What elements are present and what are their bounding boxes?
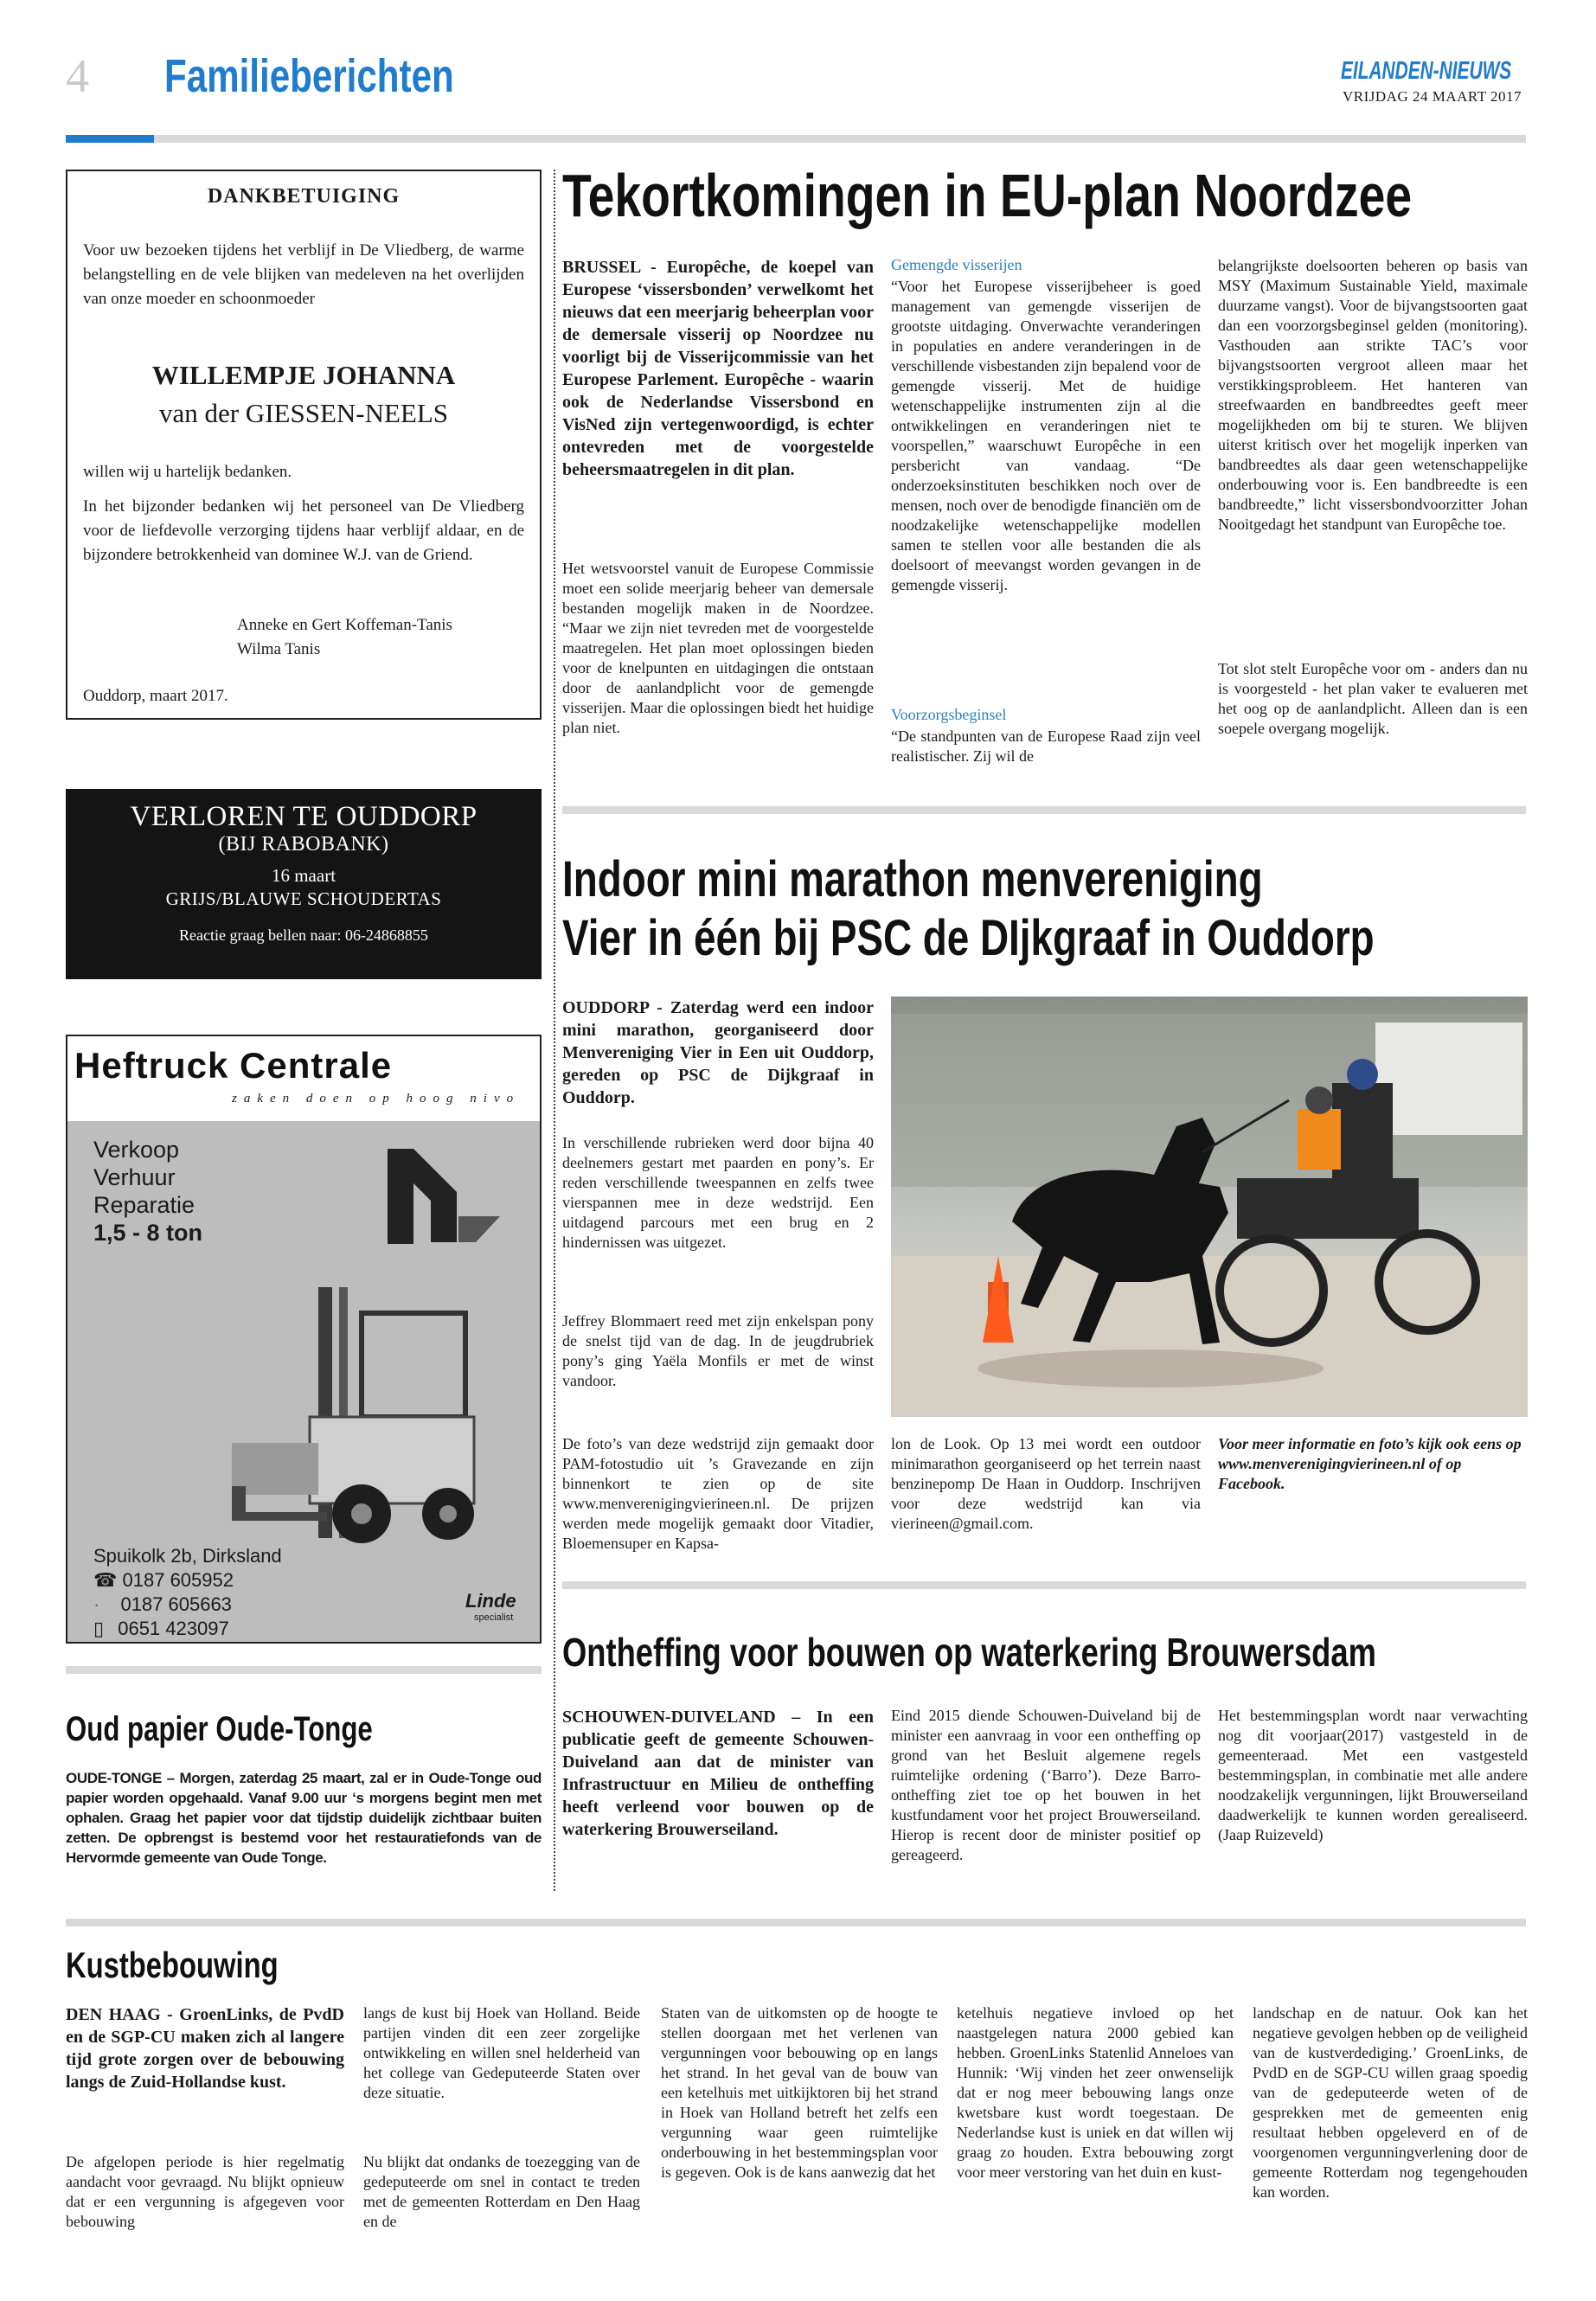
service-capacity: 1,5 - 8 ton xyxy=(93,1220,203,1246)
marathon-p2: Jeffrey Blommaert reed met zijn enkelspan pony de snelst tijd van de dag. In de jeugdrubriek pony’s ging Yaëla Monfils er met de winst vandoor. xyxy=(562,1312,874,1389)
lost-date: 16 maart xyxy=(271,865,337,886)
dank-extra: In het bijzonder bedanken wij het personeel van De Vliedberg voor de liefdevolle verzorging tijdens haar verblijf aldaar, en de bijzondere betrokkenheid van dominee W.J. van de Griend. xyxy=(83,497,524,564)
papier-title: Oud papier Oude-Tonge xyxy=(66,1710,373,1748)
brouwers-p2: Het bestemmingsplan wordt naar verwachting nog dit voorjaar(2017) vastgesteld in de gemeenteraad. Met een vastgesteld bestemmingsplan, in combinatie met alle andere noodzakelijk vergunningen, lijkt Brouwerseiland daadwerkelijk te kunnen worden gerealiseerd. (Jaap Ruizeveld) xyxy=(1218,1707,1528,1843)
lost-item: GRIJS/BLAUWE SCHOUDERTAS xyxy=(165,888,442,909)
bottom-rule xyxy=(66,1919,1526,1926)
kust-col5: landschap en de natuur. Ook kan het negatieve gevolgen hebben op de veiligheid van de kustverdediging.’ GroenLinks, de PvdD en de SGP-CU willen graag spoedig van de gedeputeerde weten of de gesprekken met de gemeenten enig resultaat hebben opgeleverd en of de voorgenomen vergunningverlening door de gemeente Rotterdam nog tegengehouden kan worden. xyxy=(1253,2004,1528,2201)
heftruck-ad xyxy=(66,1035,542,1644)
phone-2: 0187 605663 xyxy=(120,1593,232,1615)
service-sales: Verkoop xyxy=(93,1137,180,1163)
masthead-logo: EILANDEN-NIEUWS xyxy=(1341,57,1512,85)
kust-col3: Staten van de uitkomsten op de hoogte te stellen doorgaan met het verlenen van vergunningen voor bebouwing op en langs het strand. In het geval van de bouw van een ketelhuis met uitkijktoren bij het strand in Hoek van Holland betreft het zelfs een vergunning waar geen ruimtelijke onderbouwing in het bestemmingsplan voor is gegeven. Ook is de kans aanwezig dat het xyxy=(661,2004,938,2181)
linde-logo: Linde xyxy=(465,1590,516,1612)
dank-title: DANKBETUIGING xyxy=(207,185,401,208)
eu-p2: “Voor het Europese visserijbeheer is goed management van gemengde visserijen de grootste uitdaging. Onverwachte veranderingen in populaties en andere veranderingen in de verschillende visbestanden zijn bepalend voor de gemengde visserij. Met de huidige wetenschappelijke instrumenten zijn al die ontwikkelingen en veranderingen niet te voorspellen,” waarschuwt Europêche in een persbericht van vandaag. “De onderzoeksinstituten beschikken noch over de mensen, noch over de benodigde financiën om de noodzakelijke wetenschappelijke modellen samen te stellen voor alle bestanden die als doelsoort of meevangst worden gevangen in de gemengde visserij. xyxy=(891,278,1201,593)
dank-signature-2: Wilma Tanis xyxy=(237,640,321,658)
lost-location: (BIJ RABOBANK) xyxy=(218,833,389,856)
dank-place-date: Ouddorp, maart 2017. xyxy=(83,687,228,705)
marathon-p3: De foto’s van deze wedstrijd zijn gemaakt door PAM-fotostudio uit ’s Gravezande en zijn binnenkort te zien op de site www.menverenigingvierineen.nl. De prijzen werden mede mogelijk gemaakt door Vitadier, Bloemensuper en Kapsa- xyxy=(562,1435,874,1552)
heftruck-address: Spuikolk 2b, Dirksland xyxy=(93,1545,282,1567)
marathon-rule xyxy=(562,1581,1526,1589)
eu-sub-1: Gemengde visserijen xyxy=(891,256,1022,273)
dank-name-1: WILLEMPJE JOHANNA xyxy=(151,360,456,390)
lost-title: VERLOREN TE OUDDORP xyxy=(130,801,478,832)
kust-col2b: Nu blijkt dat ondanks de toezegging van de gedeputeerde om snel in contact te treden met de gemeenten Rotterdam en Den Haag en de xyxy=(363,2153,640,2230)
dank-intro: Voor uw bezoeken tijdens het verblijf in De Vliedberg, de warme belangstelling en de vele blijken van medeleven na het overlijden van onze moeder en schoonmoeder xyxy=(83,241,524,308)
heftruck-slogan: zaken doen op hoog nivo xyxy=(232,1092,521,1106)
eu-p3: “De standpunten van de Europese Raad zijn veel realistischer. Zij wil de xyxy=(891,727,1201,765)
marathon-p1: In verschillende rubrieken werd door bijna 40 deelnemers gestart met paarden en pony’s. Er reden verschillende tweespannen en zelfs twee vierspannen mee in deze wedstrijd. Een uitdagend parcours met een brug en 2 hindernissen was uitgezet. xyxy=(562,1134,874,1251)
eu-title: Tekortkomingen in EU-plan Noordzee xyxy=(562,162,1413,229)
phone-3: 0651 423097 xyxy=(118,1618,229,1639)
phone-line-1 xyxy=(93,1569,234,1592)
service-repair: Reparatie xyxy=(93,1192,195,1218)
phone-line-3 xyxy=(93,1618,229,1640)
marathon-lead: OUDDORP - Zaterdag werd een indoor mini marathon, georganiseerd door Menvereniging Vier in Een uit Ouddorp, gereden op PSC de Dijkgraaf in Ouddorp. xyxy=(562,998,874,1107)
section-title: Familieberichten xyxy=(164,50,454,102)
marathon-info: Voor meer informatie en foto’s kijk ook eens op www.menverenigingvierineen.nl of op Facebook. xyxy=(1218,1435,1522,1492)
column-divider xyxy=(554,170,555,1891)
phone-icon: ☎ xyxy=(93,1569,123,1591)
eu-p5: Tot slot stelt Europêche voor om - anders dan nu is voorgesteld - het plan vaker te evalueren met het oog op de aanlandplicht. Alleen dan is een soepele overgang mogelijk. xyxy=(1218,660,1528,737)
lost-item-ad xyxy=(66,789,542,979)
marathon-photo xyxy=(891,997,1528,1417)
lost-contact: Reactie graag bellen naar: 06-24868855 xyxy=(179,926,428,944)
eu-p1: Het wetsvoorstel vanuit de Europese Commissie moet een solide meerjarig beheer van demersale bestanden mogelijk maken in de Noordzee. “Maar we zijn niet tevreden met de voorgestelde maatregelen. Het plan moet oplossingen bieden voor de knelpunten en uitdagingen die ontstaan door de aanlandplicht voor de gemengde visserijen. Maar die oplossingen biedt het huidige plan niet. xyxy=(562,560,874,736)
marathon-p4: lon de Look. Op 13 mei wordt een outdoor minimarathon georganiseerd op het terrein naast benzinepomp De Haan in Ouddorp. Inschrijven voor deze wedstrijd kan via vierineen@gmail.com. xyxy=(891,1435,1201,1532)
header-rule-gray xyxy=(154,135,1526,143)
eu-p4: belangrijkste doelsoorten beheren op basis van MSY (Maximum Sustainable Yield, maximale duurzame vangst). Voor de bijvangstsoorten gaat dan een voorzorgsbeginsel gelden (monitoring). Vasthouden aan strikte TAC’s voor bijvangstsoorten vergroot alleen maar het verstikkingsprobleem. Het hanteren van streefwaarden en bandbreedtes geeft meer mogelijkheden om bij te sturen. We blijven uiterst kritisch over het mogelijk inperken van bandbreedtes als daar geen wetenschappelijke onderbouwing voor is. Een bandbreedte is een bandbreedte,” licht vissersbondvoorzitter Johan Nooitgedagt het standpunt van Europêche toe. xyxy=(1218,257,1528,533)
eu-sub-2: Voorzorgsbeginsel xyxy=(891,706,1007,723)
brouwers-title: Ontheffing voor bouwen op waterkering Brouwersdam xyxy=(562,1630,1376,1675)
brouwers-lead: SCHOUWEN-DUIVELAND – In een publicatie geeft de gemeente Schouwen-Duiveland aan dat de minister van Infrastructuur en Milieu de ontheffing heeft verleend voor bouwen op de waterkering Brouwerseiland. xyxy=(562,1708,874,1839)
dank-thanks: willen wij u hartelijk bedanken. xyxy=(83,463,292,481)
heftruck-title: Heftruck Centrale xyxy=(74,1045,393,1086)
dank-name-2: van der GIESSEN-NEELS xyxy=(158,398,449,428)
header-rule-blue xyxy=(66,135,154,143)
marathon-title-1: Indoor mini marathon menvereniging xyxy=(562,851,1263,907)
phone-1: 0187 605952 xyxy=(122,1569,234,1591)
left-rule xyxy=(66,1666,542,1674)
fax-icon: · xyxy=(93,1593,106,1615)
issue-date: VRIJDAG 24 MAART 2017 xyxy=(1343,88,1522,105)
kust-p1: De afgelopen periode is hier regelmatig aandacht voor gevraagd. Nu blijkt opnieuw dat er een vergunning is afgegeven voor bebouwing xyxy=(66,2153,344,2230)
mobile-icon: ▯ xyxy=(93,1618,110,1639)
page-number: 4 xyxy=(66,50,89,102)
kust-col2a: langs de kust bij Hoek van Holland. Beide partijen vinden dit een zeer zorgelijke ontwikkeling en willen snel helderheid van het college van Gedeputeerde Staten over deze situatie. xyxy=(363,2004,640,2101)
brouwers-p1: Eind 2015 diende Schouwen-Duiveland bij de minister een aanvraag in voor een ontheffing op grond van het Besluit algemene regels ruimtelijke ordening (‘Barro’). Deze Barro-ontheffing ziet toe op het bouwen in het kustfundament voor het project Brouwerseiland. Hierop is recent door de minister positief op gereageerd. xyxy=(891,1707,1201,1863)
papier-text: OUDE-TONGE – Morgen, zaterdag 25 maart, zal er in Oude-Tonge oud papier worden opgehaald. Vanaf 9.00 uur ‘s morgens begint men met ophalen. Graag het papier voor dat tijdstip duidelijk zichtbaar buiten zetten. De opbrengst is bestemd voor het restauratiefonds van de Hervormde gemeente van Oude Tonge. xyxy=(66,1770,542,1866)
dank-signature-1: Anneke en Gert Koffeman-Tanis xyxy=(237,616,452,634)
marathon-title-2: Vier in één bij PSC de DIjkgraaf in Ouddorp xyxy=(562,910,1375,966)
heftruck-logo-icon xyxy=(379,1140,509,1253)
eu-rule xyxy=(562,806,1526,814)
service-rental: Verhuur xyxy=(93,1164,176,1190)
kust-col4: ketelhuis negatieve invloed op het naastgelegen natura 2000 gebied kan hebben. GroenLinks Statenlid Anneloes van Hunnik: ‘Wij vinden het zeer onwenselijk dat er nog meer bebouwing langs onze kwetsbare kust wordt toegestaan. De Nederlandse kust is uniek en dat willen wij graag zo houden. Extra bebouwing zorgt voor meer verstoring van het duin en kust- xyxy=(957,2004,1234,2181)
forklift-image xyxy=(102,1287,509,1547)
linde-specialist: specialist xyxy=(474,1612,514,1623)
kust-lead: DEN HAAG - GroenLinks, de PvdD en de SGP-CU maken zich al langere tijd grote zorgen over de bebouwing langs de Zuid-Hollandse kust. xyxy=(66,2005,344,2092)
eu-lead: BRUSSEL - Europêche, de koepel van Europese ‘vissersbonden’ verwelkomt het nieuws dat een meerjarig beheerplan voor de demersale visserij op Noordzee nu voorligt bij de Visserijcommissie van het Europese Parlement. Europêche - waarin ook de Nederlandse Vissersbond en VisNed zijn vertegenwoordigd, is echter ontevreden met de voorgestelde beheersmaatregelen in dit plan. xyxy=(562,258,874,479)
kust-title: Kustbebouwing xyxy=(66,1945,279,1985)
phone-line-2 xyxy=(93,1593,232,1616)
